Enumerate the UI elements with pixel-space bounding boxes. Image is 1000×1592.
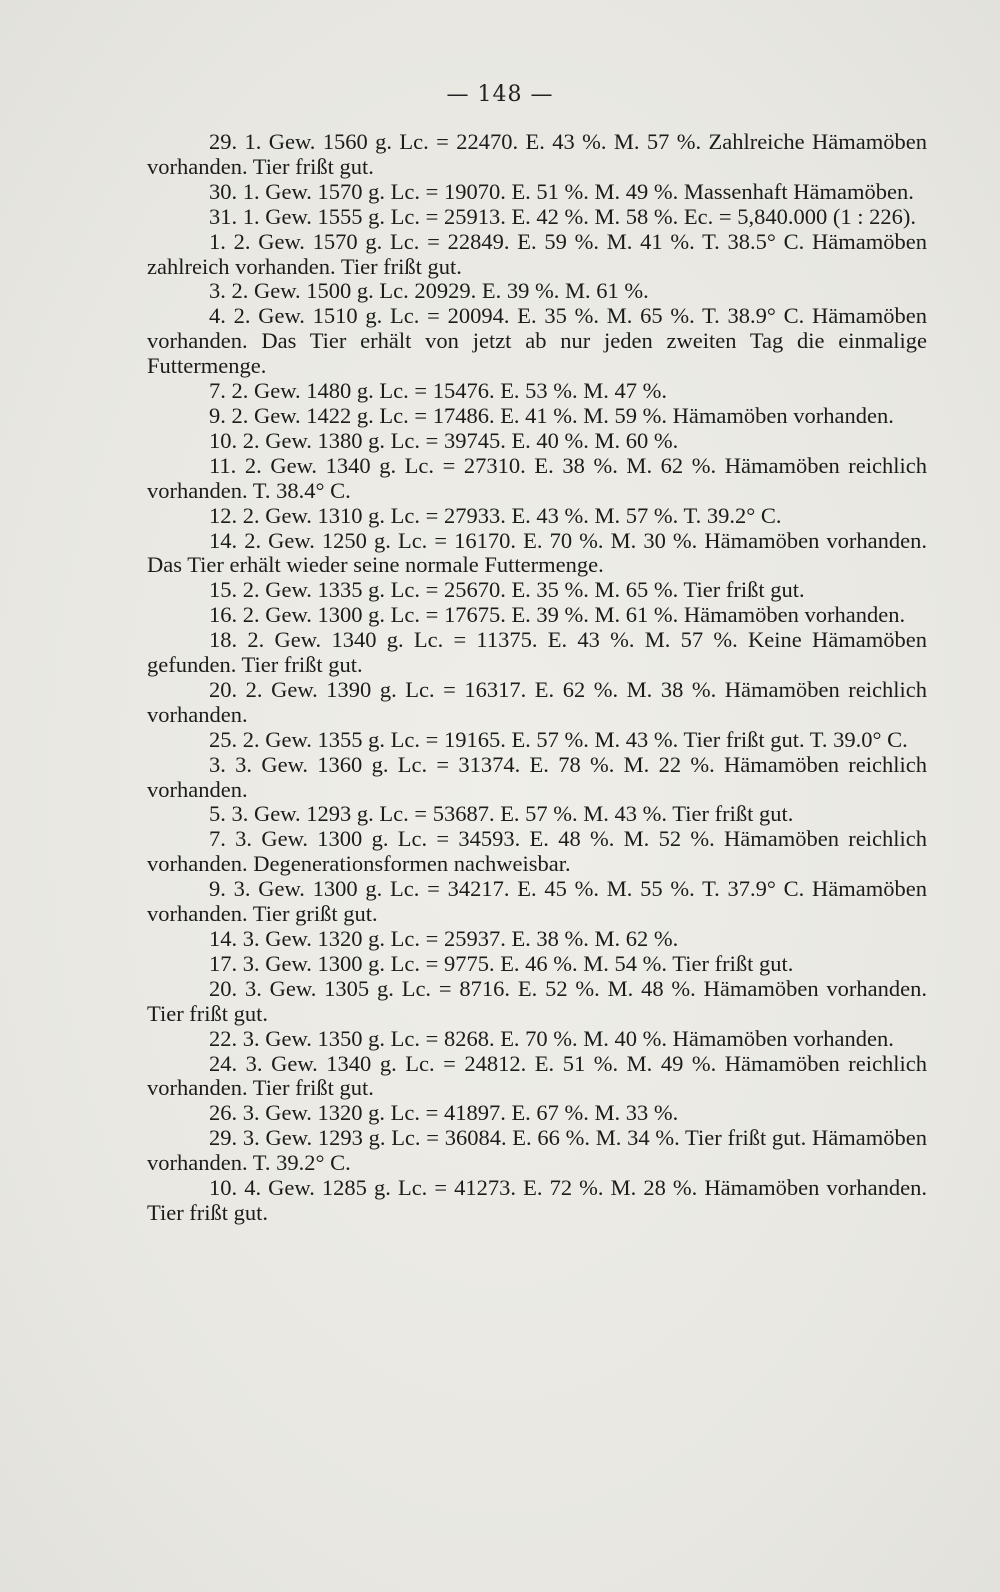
entry-11-2: 11. 2. Gew. 1340 g. Lc. = 27310. E. 38 %. M. 62 %. Hämamöben reichlich vorhanden. T. 38.4° C. <box>147 452 927 503</box>
entry-5-3: 5. 3. Gew. 1293 g. Lc. = 53687. E. 57 %. M. 43 %. Tier frißt gut. <box>209 801 794 827</box>
entry-3-3: 3. 3. Gew. 1360 g. Lc. = 31374. E. 78 %. M. 22 %. Hämamöben reichlich vorhanden. <box>147 751 927 802</box>
entry-26-3: 26. 3. Gew. 1320 g. Lc. = 41897. E. 67 %. M. 33 %. <box>209 1100 679 1126</box>
entry-25-2: 25. 2. Gew. 1355 g. Lc. = 19165. E. 57 %. M. 43 %. Tier frißt gut. T. 39.0° C. <box>209 726 908 752</box>
entry-4-2: 4. 2. Gew. 1510 g. Lc. = 20094. E. 35 %. M. 65 %. T. 38.9° C. Hämamöben vorhanden. Das Tier erhält von jetzt ab nur jeden zweiten Tag die einmalige Futtermenge. <box>147 303 927 379</box>
entry-9-3: 9. 3. Gew. 1300 g. Lc. = 34217. E. 45 %. M. 55 %. T. 37.9° C. Hämamöben vorhanden. Tier grißt gut. <box>147 876 927 927</box>
entry-29-1: 29. 1. Gew. 1560 g. Lc. = 22470. E. 43 %. M. 57 %. Zahlreiche Hämamöben vorhanden. Tier frißt gut. <box>147 129 927 179</box>
entry-15-2: 15. 2. Gew. 1335 g. Lc. = 25670. E. 35 %. M. 65 %. Tier frißt gut. <box>209 577 805 603</box>
entry-10-2: 10. 2. Gew. 1380 g. Lc. = 39745. E. 40 %. M. 60 %. <box>209 427 679 453</box>
entry-24-3: 24. 3. Gew. 1340 g. Lc. = 24812. E. 51 %. M. 49 %. Hämamöben reichlich vorhanden. Tier frißt gut. <box>147 1050 927 1101</box>
entry-1-2: 1. 2. Gew. 1570 g. Lc. = 22849. E. 59 %. M. 41 %. T. 38.5° C. Hämamöben zahlreich vorhanden. Tier frißt gut. <box>147 228 927 279</box>
entry-16-2: 16. 2. Gew. 1300 g. Lc. = 17675. E. 39 %. M. 61 %. Hämamöben vorhanden. <box>209 602 906 628</box>
protocol-entries <box>147 130 927 1226</box>
entry-17-3: 17. 3. Gew. 1300 g. Lc. = 9775. E. 46 %. M. 54 %. Tier frißt gut. <box>209 950 794 976</box>
entry-12-2: 12. 2. Gew. 1310 g. Lc. = 27933. E. 43 %. M. 57 %. T. 39.2° C. <box>209 502 782 528</box>
entry-10-4: 10. 4. Gew. 1285 g. Lc. = 41273. E. 72 %. M. 28 %. Hämamöben vorhanden. Tier frißt gut. <box>147 1175 927 1225</box>
entry-20-2: 20. 2. Gew. 1390 g. Lc. = 16317. E. 62 %. M. 38 %. Hämamöben reichlich vorhanden. <box>147 676 927 727</box>
entry-22-3: 22. 3. Gew. 1350 g. Lc. = 8268. E. 70 %. M. 40 %. Hämamöben vorhanden. <box>209 1025 894 1051</box>
entry-14-3: 14. 3. Gew. 1320 g. Lc. = 25937. E. 38 %. M. 62 %. <box>209 926 679 951</box>
entry-7-2: 7. 2. Gew. 1480 g. Lc. = 15476. E. 53 %. M. 47 %. <box>209 378 668 404</box>
entry-30-1: 30. 1. Gew. 1570 g. Lc. = 19070. E. 51 %. M. 49 %. Massenhaft Hämamöben. <box>209 178 914 204</box>
entry-9-2: 9. 2. Gew. 1422 g. Lc. = 17486. E. 41 %. M. 59 %. Hämamöben vorhanden. <box>209 402 894 428</box>
entry-14-2: 14. 2. Gew. 1250 g. Lc. = 16170. E. 70 %. M. 30 %. Hämamöben vorhanden. Das Tier erhält wieder seine normale Futtermenge. <box>147 527 927 578</box>
entry-18-2: 18. 2. Gew. 1340 g. Lc. = 11375. E. 43 %. M. 57 %. Keine Hämamöben gefunden. Tier frißt gut. <box>147 627 927 678</box>
page-number: — 148 — <box>446 82 554 107</box>
entry-7-3: 7. 3. Gew. 1300 g. Lc. = 34593. E. 48 %. M. 52 %. Hämamöben reichlich vorhanden. Degenerationsformen nachweisbar. <box>147 826 927 877</box>
entry-29-3: 29. 3. Gew. 1293 g. Lc. = 36084. E. 66 %. M. 34 %. Tier frißt gut. Hämamöben vorhanden. T. 39.2° C. <box>147 1125 927 1176</box>
entry-20-3: 20. 3. Gew. 1305 g. Lc. = 8716. E. 52 %. M. 48 %. Hämamöben vorhanden. Tier frißt gut. <box>147 975 927 1026</box>
entry-3-2: 3. 2. Gew. 1500 g. Lc. 20929. E. 39 %. M. 61 %. <box>209 278 649 304</box>
entry-31-1: 31. 1. Gew. 1555 g. Lc. = 25913. E. 42 %. M. 58 %. Ec. = 5,840.000 (1 : 226). <box>209 203 916 229</box>
